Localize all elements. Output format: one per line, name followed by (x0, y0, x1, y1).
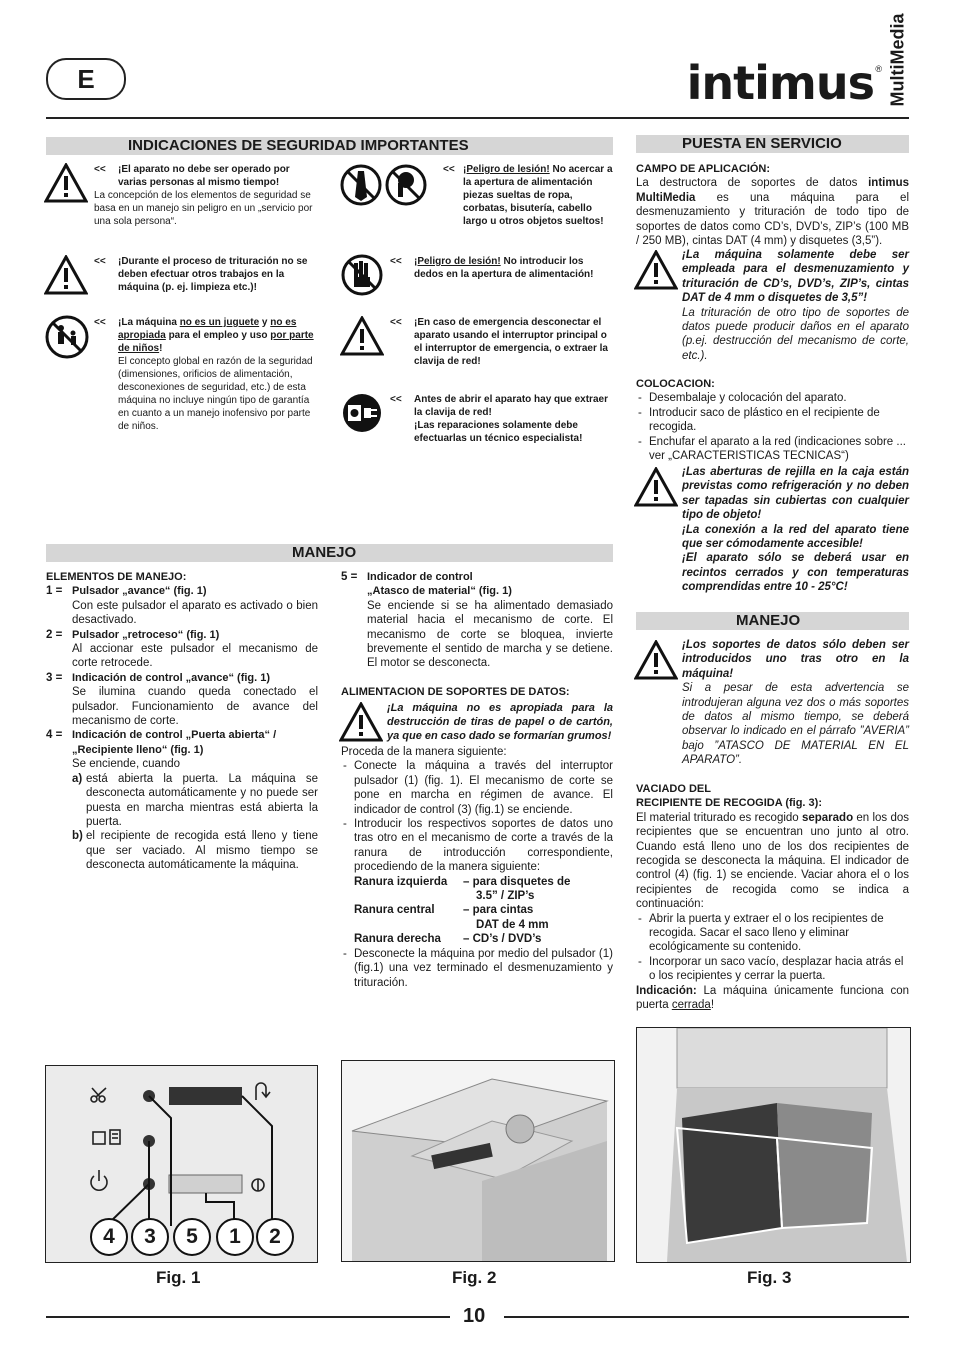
element-2 (46, 628, 318, 671)
element-5 (341, 570, 613, 671)
campo-brand: intimus MultiMedia (636, 177, 909, 204)
element-num: 1 = (46, 585, 63, 598)
element-head: Indicación de control „avance“ (fig. 1) (72, 671, 271, 684)
slot-name: Ranura central (354, 904, 435, 917)
section-bar-puesta (636, 135, 909, 153)
figure-2 (341, 1060, 615, 1262)
puesta-warning-2a: ¡Las aberturas de rejilla en la caja están previstas como refrigeración y no deben ser tapadas sin cubiertas con cualquier tipo de objeto! (682, 466, 909, 522)
element-text: Se ilumina cuando queda conectado el pulsador. Funcionamiento de avance del mecanismo de corte. (72, 686, 318, 728)
callout-2: 2 (256, 1218, 294, 1256)
safety-item-5-u: ¡Peligro de lesión! (414, 256, 501, 267)
safety-item-4 (443, 163, 613, 228)
sub-a-text: está abierta la puerta. La máquina se desconecta automáticamente y no puede ser puesta en marcha mientras está abierta la puerta. (86, 772, 318, 828)
coloc-title: COLOCACION: (636, 378, 715, 390)
safety-marker: << (390, 256, 402, 267)
brand-name: intimus (686, 56, 874, 110)
manejo-right-warning-text: Si a pesar de esta advertencia se introdujeran alguna vez dos o más soportes de datos al mismo tiempo, se deberá observar lo indicado en el párrafo ”AVERIA” bajo ”ATASCO DE MATERIAL EN EL APARATO”. (682, 682, 909, 767)
slot-val: – CD’s / DVD’s (463, 933, 542, 946)
alim-warning: ¡La máquina no es apropiada para la destrucción de tiras de papel o de cartón, ya que en caso dado se formarían grumos! (387, 702, 613, 742)
safety-item-5-bold: No introducir los dedos en la apertura de alimentación! (414, 256, 594, 280)
safety-marker: << (94, 164, 106, 175)
safety-item-3-u2: no es apropiada (118, 317, 297, 341)
safety-item-3-end: ! (159, 343, 163, 354)
indicacion-u: cerrada (671, 999, 711, 1012)
brand-subname: MultiMedia (887, 13, 908, 107)
element-text: Se enciende, cuando (72, 758, 181, 771)
safety-item-7-bold: Antes de abrir el aparato hay que extraer la clavija de red! (414, 394, 608, 418)
alim-last: - Desconecte la máquina por medio del pulsador (1) (fig.1) una vez terminado el desmenuzamiento y trituración. (341, 947, 613, 990)
alim-intro: Proceda de la manera siguiente: (341, 746, 507, 758)
safety-item-5 (390, 255, 614, 281)
figure-3 (636, 1027, 911, 1263)
section-bar-manejo-right (636, 612, 909, 630)
safety-item-3-pre: ¡La máquina (118, 317, 180, 328)
no-fingers-icon (340, 253, 384, 297)
warning-triangle-icon (44, 255, 88, 295)
warning-triangle-icon (339, 702, 383, 742)
manejo-right-warning (682, 638, 909, 768)
campo-title: CAMPO DE APLICACIÓN: (636, 163, 771, 175)
safety-marker: << (390, 394, 402, 405)
element-num: 2 = (46, 628, 63, 641)
safety-item-7 (390, 393, 614, 445)
callout-5: 5 (173, 1218, 211, 1256)
alim-item: - Conecte la máquina a través del interruptor pulsador (1) (fig. 1). El mecanismo de corte se pone en marcha en régimen de avance. El indicador de control (3) (fig.1) se enciende. (341, 759, 613, 817)
callout-3: 3 (131, 1218, 169, 1256)
safety-item-7-bold2: ¡Las reparaciones solamente debe efectuarlas un técnico especialista! (414, 420, 583, 444)
indicacion-label: Indicación: (636, 984, 697, 997)
element-5-head-2: „Atasco de material“ (fig. 1) (367, 585, 512, 598)
safety-item-3-u1: no es un juguete (179, 317, 260, 328)
section-title-manejo-right: MANEJO (736, 612, 801, 629)
callout-1: 1 (216, 1218, 254, 1256)
puesta-warning-1 (682, 248, 909, 363)
manejo-right-warning-bold: ¡Los soportes de datos sólo deben ser introducidos uno tras otro en la máquina! (682, 639, 909, 680)
safety-marker: << (390, 317, 402, 328)
vaciado-item: - Incorporar un saco vacío, desplazar hacia atrás el o los recipientes y cerrar la puerta. (636, 955, 909, 984)
indicacion-end: ! (710, 999, 715, 1012)
safety-item-3 (94, 316, 318, 433)
safety-item-2-bold: ¡Durante el proceso de trituración no se deben efectuar otros trabajos en la máquina (p. ej. limpieza etc.)! (118, 256, 308, 293)
no-loose-clothing-icon (340, 163, 428, 207)
header-rule (46, 117, 909, 119)
element-1 (46, 584, 318, 627)
figure-2-label: Fig. 2 (452, 1268, 497, 1287)
alim-body (341, 745, 613, 990)
vaciado-title-1: VACIADO DEL (636, 783, 711, 795)
vaciado-bold: separado (801, 811, 854, 824)
vaciado (636, 782, 909, 1013)
section-bar-safety (46, 137, 613, 155)
safety-item-1-text: La concepción de los elementos de seguridad se basa en un manejo sin peligro en un „servicio por una sola persona“. (94, 190, 313, 227)
vaciado-title-2: RECIPIENTE DE RECOGIDA (fig. 3): (636, 797, 822, 810)
brand-reg: ® (875, 64, 882, 74)
slot-name: Ranura izquierda (354, 875, 448, 888)
section-bar-manejo (46, 544, 613, 562)
element-text: Al accionar este pulsador el mecanismo de corte retrocede. (72, 643, 318, 670)
element-num: 4 = (46, 729, 63, 742)
safety-item-3-mid2: para el empleo y uso (165, 330, 271, 341)
puesta-warning-2 (682, 465, 909, 595)
slot-val2: DAT de 4 mm (476, 918, 549, 931)
brand-logo (678, 13, 908, 114)
unplug-icon (340, 391, 384, 435)
slot-val: – para cintas (463, 904, 534, 917)
puesta-warning-1-text: La trituración de otro tipo de soportes de datos puede producir daños en el aparato (p.ej. destrucción del mecanismo de corte, etc.). (682, 306, 909, 362)
element-5-head-1: Indicador de control (367, 571, 473, 583)
safety-item-4-u: ¡Peligro de lesión! (463, 164, 550, 175)
safety-item-1 (94, 163, 318, 228)
campo-text-2: es una máquina para el desmenuzamiento y trituración de todo tipo de soportes de datos como CD’s, DVD’s, ZIP’s (100 MB / 250 MB), cintas DAT (4 mm) y disquetes (3,5”). (636, 191, 909, 248)
figure-1-label: Fig. 1 (156, 1268, 201, 1287)
figure-3-label: Fig. 3 (747, 1268, 792, 1287)
safety-marker: << (443, 164, 455, 175)
warning-triangle-icon (634, 467, 678, 507)
alim-title: ALIMENTACION DE SOPORTES DE DATOS: (341, 686, 570, 698)
vaciado-item: - Abrir la puerta y extraer el o los recipientes de recogida. Sacar el saco lleno y eliminar ecológicamente su contenido. (636, 912, 909, 955)
element-head: Pulsador „avance“ (fig. 1) (72, 585, 207, 598)
coloc-item: - Enchufar el aparato a la red (indicaciones sobre ... ver „CARACTERISTICAS TECNICAS“) (636, 435, 909, 464)
safety-item-3-text: El concepto global en razón de la seguridad (dimensiones, orificios de alimentación, desconexiones de seguridad, etc.) de esta máquina no incluye ningún tipo de garantía en cuanto a un manejo inofensivo por parte de niños. (118, 356, 313, 432)
footer-rule-left (46, 1316, 450, 1318)
sub-a-label: a) (72, 772, 83, 785)
warning-triangle-icon (634, 250, 678, 290)
safety-item-3-u3: por parte de niños (118, 330, 314, 354)
slot-val2: 3.5” / ZIP’s (476, 890, 535, 903)
puesta-body (636, 162, 909, 248)
section-title-safety: INDICACIONES DE SEGURIDAD IMPORTANTES (128, 137, 469, 154)
slots-table (341, 875, 613, 947)
language-badge: E (46, 58, 126, 100)
element-3 (46, 671, 318, 729)
section-title-manejo: MANEJO (292, 544, 357, 561)
warning-triangle-icon (634, 640, 678, 680)
puesta-warning-2b: ¡La conexión a la red del aparato tiene que ser cómodamente accesible! (682, 523, 909, 551)
safety-item-4-bold: No acercar a la apertura de alimentación piezas sueltas de ropa, corbatas, bisutería, cabello largo u otros objetos sueltos! (463, 164, 613, 227)
element-4 (46, 728, 318, 872)
warning-triangle-icon (44, 163, 88, 203)
element-5-text: Se enciende si se ha alimentado demasiado material hacia el mecanismo de corte. El mecanismo de corte se bloquea, invierte brevemente el sentido de marcha y se detiene. El motor se desconecta. (367, 599, 613, 670)
callout-4: 4 (90, 1218, 128, 1256)
page-number: 10 (463, 1305, 486, 1327)
vaciado-text-2: en los dos recipientes que se encuentran uno junto al otro. Cuando está lleno uno de los dos recipientes de recogida se desconecta la máquina. El indicador de control (4) (fig. 1) se enciende. Vaciar ahora el o los recipientes de recogida como se indica a continuación: (636, 811, 909, 911)
safety-item-2 (94, 255, 318, 294)
coloc-item: - Desembalaje y colocación del aparato. (636, 391, 909, 405)
safety-item-1-bold: ¡El aparato no debe ser operado por varias personas al mismo tiempo! (118, 164, 290, 188)
coloc-item: - Introducir saco de plástico en el recipiente de recogida. (636, 406, 909, 435)
element-num: 3 = (46, 671, 63, 684)
safety-item-3-mid: y (259, 317, 271, 328)
element-text: Con este pulsador el aparato es activado o bien desactivado. (72, 599, 318, 627)
sub-b-label: b) (72, 830, 83, 843)
puesta-warning-1-bold: ¡La máquina solamente debe ser empleada para el desmenuzamiento y trituración de CD’s, DVD’s, ZIP’s, cintas DAT de 4 mm o disquetes de 3,5”! (682, 249, 909, 305)
element-head: Pulsador „retroceso“ (fig. 1) (72, 628, 220, 641)
footer-rule-right (504, 1316, 909, 1318)
element-head: Indicación de control „Puerta abierta“ / „Recipiente lleno“ (fig. 1) (72, 729, 277, 756)
puesta-warning-2c: ¡El aparato sólo se deberá usar en recintos cerrados y con temperaturas comprendidas entre 10 - 25°C! (682, 552, 909, 594)
element-num: 5 = (341, 571, 358, 583)
figure-1 (45, 1065, 318, 1263)
section-title-puesta: PUESTA EN SERVICIO (682, 135, 842, 152)
safety-marker: << (94, 256, 106, 267)
safety-item-6 (390, 316, 614, 368)
alim-item: - Introducir los respectivos soportes de datos uno tras otro en el mecanismo de corte a través de la ranura de introducción correspondiente, procediendo de la manera siguiente: (341, 817, 613, 875)
slot-val: – para disquetes de (463, 875, 571, 888)
no-children-icon (44, 314, 90, 360)
warning-triangle-icon (340, 316, 384, 356)
colocacion (636, 377, 909, 463)
sub-b-text: el recipiente de recogida está lleno y tiene que ser vaciado. Al mismo tiempo se desconecta automáticamente la máquina. (86, 830, 318, 872)
indicacion-text: La máquina únicamente funciona con puerta (636, 984, 909, 1012)
safety-item-6-bold: ¡En caso de emergencia desconectar el aparato usando el interruptor principal o el interruptor de emergencia, o extraer la clavija de red! (414, 317, 608, 367)
slot-name: Ranura derecha (354, 933, 441, 946)
elementos (46, 570, 318, 873)
elem-title: ELEMENTOS DE MANEJO: (46, 571, 187, 583)
campo-text-1: La destructora de soportes de datos (636, 177, 869, 190)
safety-marker: << (94, 317, 106, 328)
vaciado-text-1: El material triturado es recogido (636, 811, 802, 824)
